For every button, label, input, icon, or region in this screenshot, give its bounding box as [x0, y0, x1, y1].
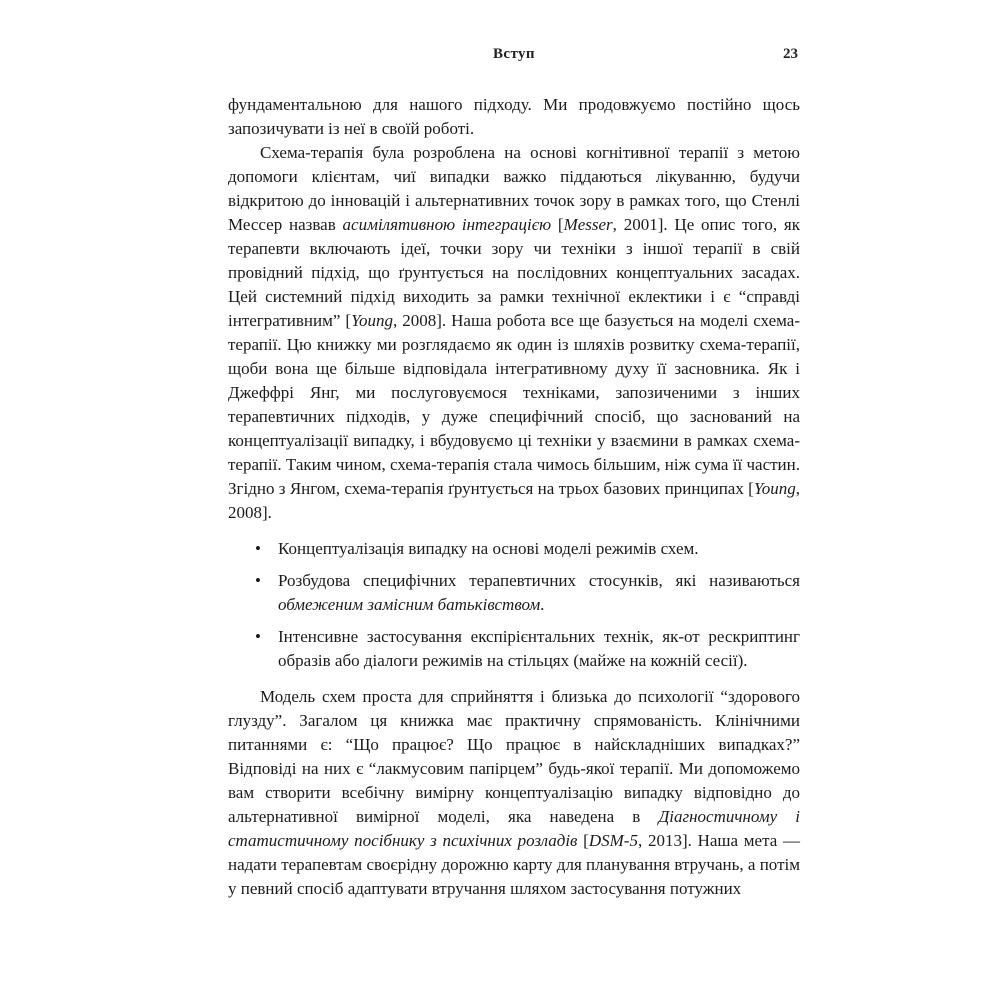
italic-text-run: Young	[753, 479, 796, 498]
page-number: 23	[783, 46, 798, 62]
list-item	[278, 625, 800, 673]
list-item	[278, 569, 800, 617]
italic-text-run: Messer	[563, 215, 613, 234]
text-run: .	[540, 595, 545, 614]
text-run: Модель схем проста для сприйняття і близька до психології “здорового глузду”. Загалом ця книжка має практичну спрямованість. Клінічними питаннями є: “Що працює? Що працює в найскладніших випадках?” Відповіді на них є “лакмусовим папірцем” будь-якої терапії. Ми допоможемо вам створити всебічну вимірну концептуалізацію випадку відповідно до альтернативної вимірної моделі, яка наведена в	[228, 687, 800, 826]
text-run: Схема-терапія була розроблена на основі когнітивної терапії з метою допомоги клієнтам, чиї випадки важко піддаються лікуванню, будучи відкритою до інновацій і альтернативних точок зору в рамках того, що Стенлі Мессер назвав	[228, 143, 800, 234]
text-run: , 2013]. Наша мета — надати терапевтам своєрідну дорожню карту для планування втручань, а потім у певний спосіб адаптувати втручання шляхом застосування потужних	[228, 831, 801, 898]
text-run: фундаментальною для нашого підходу. Ми продовжуємо постійно щось запозичувати із неї в своїй роботі.	[228, 95, 800, 138]
running-head	[228, 46, 800, 66]
text-run: , 2008]. Наша робота все ще базується на моделі схема-терапії. Цю книжку ми розглядаємо як один із шляхів розвитку схема-терапії, щоби вона ще більше відповідала інтегративному духу її засновника. Як і Джеффрі Янг, ми послуговуємося техніками, запозиченими з інших терапевтичних підходів, у дуже специфічний спосіб, що заснований на концептуалізації випадку, і вбудовуємо ці техніки у взаємини в рамках схема-терапії. Таким чином, схема-терапія стала чимось більшим, ніж сума її частин. Згідно з Янгом, схема-терапія ґрунтується на трьох базових принципах [	[228, 311, 800, 498]
list-item	[278, 537, 800, 561]
italic-text-run: Young	[351, 311, 393, 330]
text-run: , 2001]. Це опис того, як терапевти включають ідеї, точки зору чи техніки з іншої терапії в свій провідний підхід, що ґрунтується на послідовних концептуальних засадах. Цей системний підхід виходить за рамки технічної еклектики і є “справді інтегративним” [	[228, 215, 800, 330]
text-run: Інтенсивне застосування експірієнтальних технік, як-от рескриптинг образів або діалоги режимів на стільцях (майже на кожній сесії).	[278, 627, 800, 670]
text-run: Розбудова специфічних терапевтичних стосунків, які називаються	[278, 571, 800, 590]
text-run: [	[577, 831, 589, 850]
italic-text-run: Діагностичному і статистичному посібнику з психічних розладів	[228, 807, 800, 850]
bullet-list	[228, 537, 800, 673]
paragraph	[228, 685, 800, 901]
page-body	[228, 93, 800, 901]
text-run: , 2008].	[228, 479, 800, 522]
italic-text-run: обмеженим замісним батьківством	[278, 595, 541, 614]
text-run: Концептуалізація випадку на основі моделі режимів схем.	[278, 539, 699, 558]
paragraph	[228, 93, 800, 141]
paragraph	[228, 141, 800, 525]
chapter-title: Вступ	[493, 46, 535, 62]
italic-text-run: асимілятивною інтеграцією	[342, 215, 552, 234]
italic-text-run: DSM-5	[588, 831, 638, 850]
text-run: [	[551, 215, 564, 234]
